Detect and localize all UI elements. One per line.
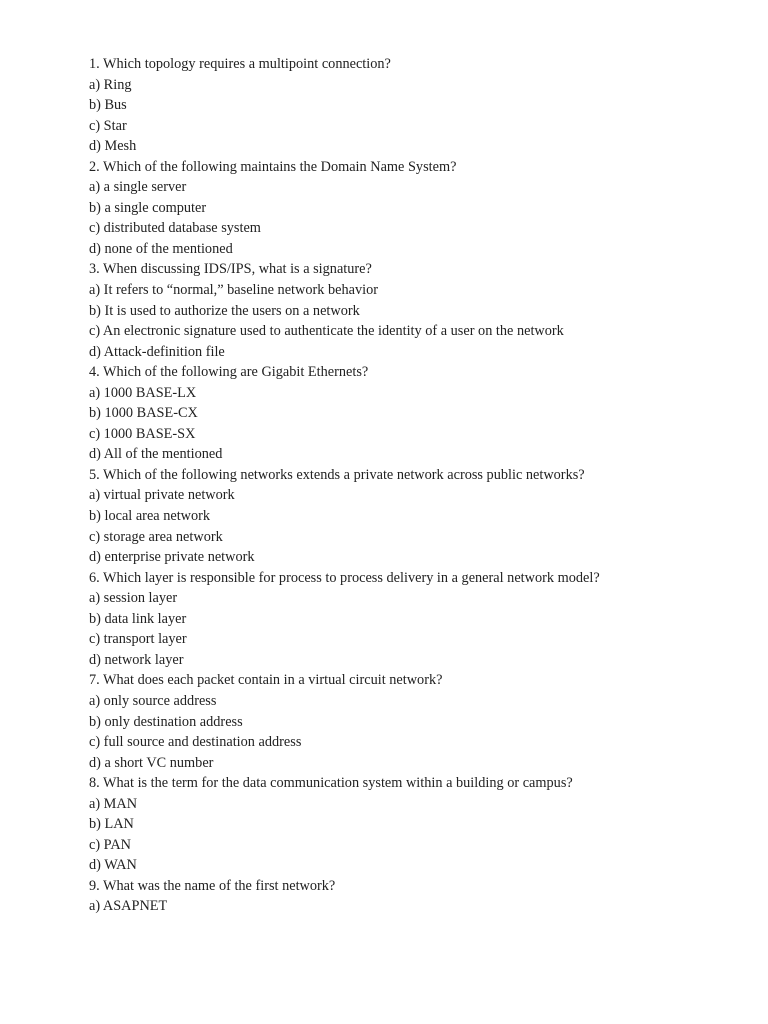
question-1: 1. Which topology requires a multipoint connection? [89,56,391,72]
q1-option-a: a) Ring [89,76,132,93]
question-2: 2. Which of the following maintains the Domain Name System? [89,158,457,175]
question-6: 6. Which layer is responsible for process to process delivery in a general network model? [89,569,600,586]
q8-option-c: c) PAN [89,836,131,853]
q1-option-b: b) Bus [89,97,127,114]
q6-option-c: c) transport layer [89,631,187,648]
q9-option-a: a) ASAPNET [89,898,168,915]
q5-option-b: b) local area network [89,508,211,525]
question-4: 4. Which of the following are Gigabit Ethernets? [89,364,369,381]
q1-option-d: d) Mesh [89,138,137,155]
q5-option-d: d) enterprise private network [89,549,255,566]
q4-option-a: a) 1000 BASE-LX [89,384,197,401]
question-5: 5. Which of the following networks extends a private network across public networks? [89,466,585,483]
question-8: 8. What is the term for the data communication system within a building or campus? [89,775,573,792]
question-7: 7. What does each packet contain in a virtual circuit network? [89,672,443,689]
q7-option-a: a) only source address [89,692,217,709]
q8-option-a: a) MAN [89,795,138,812]
q2-option-d: d) none of the mentioned [89,240,233,257]
q5-option-a: a) virtual private network [89,487,235,504]
q4-option-c: c) 1000 BASE-SX [89,425,196,442]
q5-option-c: c) storage area network [89,528,223,545]
q8-option-b: b) LAN [89,816,134,833]
q2-option-a: a) a single server [89,179,187,196]
q4-option-b: b) 1000 BASE-CX [89,405,198,422]
q6-option-d: d) network layer [89,651,184,668]
q3-option-c: c) An electronic signature used to authenticate the identity of a user on the network [89,323,564,340]
q6-option-a: a) session layer [89,590,178,607]
q7-option-c: c) full source and destination address [89,734,302,751]
q1-option-c: c) Star [89,117,127,134]
q3-option-b: b) It is used to authorize the users on a network [89,302,360,319]
q2-option-b: b) a single computer [89,199,207,216]
q7-option-b: b) only destination address [89,713,243,730]
q7-option-d: d) a short VC number [89,754,214,771]
q3-option-a: a) It refers to “normal,” baseline network behavior [89,282,378,299]
q8-option-d: d) WAN [89,857,137,874]
q2-option-c: c) distributed database system [89,220,261,237]
q4-option-d: d) All of the mentioned [89,446,223,463]
q3-option-d: d) Attack-definition file [89,343,225,360]
question-3: 3. When discussing IDS/IPS, what is a signature? [89,261,372,278]
question-9: 9. What was the name of the first network? [89,877,336,894]
q6-option-b: b) data link layer [89,610,187,627]
quiz-text [89,54,739,917]
